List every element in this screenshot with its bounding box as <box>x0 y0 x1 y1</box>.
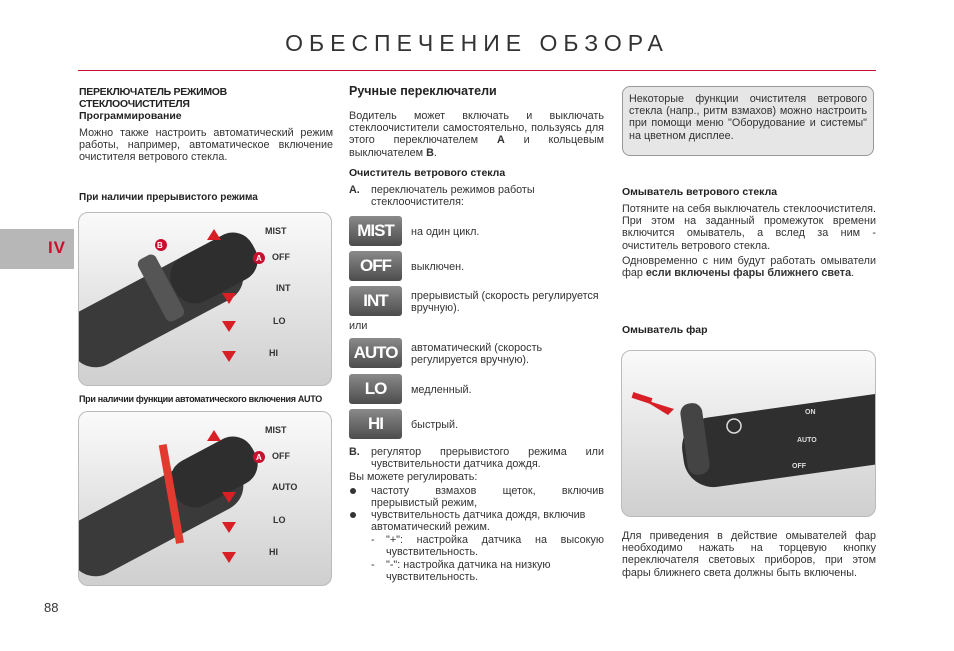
label-auto: AUTO <box>272 482 298 492</box>
stalk-illustration <box>79 213 332 386</box>
dash-mark: - <box>371 559 375 571</box>
manual-paragraph: Водитель может включать и выключать стеклоочистители самостоятельно, пользуясь для этого переключателем A и кольцевым выключателем B. <box>349 110 604 159</box>
item-a-text: переключатель режимов работы стеклоочистителя: <box>371 184 535 209</box>
subheading-programming: Программирование <box>79 110 182 122</box>
arrow-up-icon <box>207 229 221 240</box>
mode-text-hi: быстрый. <box>411 419 459 431</box>
mode-badge-int: INT <box>349 286 402 316</box>
mode-badge-auto: AUTO <box>349 338 402 368</box>
heading-headlamp-washer: Омыватель фар <box>622 324 708 336</box>
or-text: или <box>349 320 368 332</box>
bullet-icon <box>350 512 356 518</box>
chapter-tab <box>0 229 74 269</box>
mode-text-int: прерывистый (скорость регулируется вручную). <box>411 290 599 315</box>
label-mist: MIST <box>265 226 287 236</box>
mode-badge-lo: LO <box>349 374 402 404</box>
page-title: ОБЕСПЕЧЕНИЕ ОБЗОРА <box>285 30 669 56</box>
marker-b: B <box>157 241 163 250</box>
mode-badge-hi: HI <box>349 409 402 439</box>
section-heading: ПЕРЕКЛЮЧАТЕЛЬ РЕЖИМОВ СТЕКЛООЧИСТИТЕЛЯ <box>79 86 227 110</box>
headlamp-washer-image <box>621 350 876 517</box>
mode-text-off: выключен. <box>411 261 465 273</box>
can-adjust-text: Вы можете регулировать: <box>349 471 478 483</box>
arrow-down-icon <box>222 321 236 332</box>
wiper-stalk-image-int <box>78 212 332 386</box>
item-a-label: A. <box>349 184 360 196</box>
light-stalk-illustration <box>622 351 876 517</box>
caption-intermittent: При наличии прерывистого режима <box>79 192 258 203</box>
label-lo: LO <box>273 316 286 326</box>
mode-text-lo: медленный. <box>411 384 472 396</box>
marker-a: A <box>256 453 262 462</box>
heading-windshield-washer: Омыватель ветрового стекла <box>622 186 778 198</box>
bullet-icon <box>350 488 356 494</box>
label-hi: HI <box>269 547 278 557</box>
arrow-down-icon <box>222 522 236 533</box>
wiper-stalk-image-auto <box>78 411 332 586</box>
label-hi: HI <box>269 348 278 358</box>
programming-paragraph: Можно также настроить автоматический режим работы, например, автоматическое включение очистителя ветрового стекла. <box>79 127 333 164</box>
arrow-down-icon <box>222 351 236 362</box>
bullet-2: чувствительность датчика дождя, включив автоматический режим. <box>371 509 586 534</box>
heading-manual: Ручные переключатели <box>349 84 497 98</box>
arrow-down-icon <box>222 293 236 304</box>
page-number: 88 <box>44 600 59 615</box>
chapter-number: IV <box>47 238 66 257</box>
stalk-illustration <box>79 412 332 586</box>
info-note-text: Некоторые функции очистителя ветрового стекла (напр., ритм взмахов) можно настроить при помощи меню "Оборудование и системы" на цветном дисплее. <box>629 93 867 142</box>
dash-1: "+": настройка датчика на высокую чувствительность. <box>386 534 604 559</box>
label-off: OFF <box>792 463 806 470</box>
label-auto: AUTO <box>797 437 817 444</box>
arrow-down-icon <box>222 552 236 563</box>
title-rule <box>78 70 876 71</box>
item-b-label: B. <box>349 446 360 458</box>
subheading-windshield: Очиститель ветрового стекла <box>349 167 506 179</box>
mode-text-mist: на один цикл. <box>411 226 480 238</box>
arrow-down-icon <box>222 492 236 503</box>
washer-paragraph-2: Одновременно с ним будут работать омыватели фар если включены фары ближнего света. <box>622 255 876 280</box>
headlamp-washer-paragraph: Для приведения в действие омывателей фар необходимо нажать на торцевую кнопку переключателя световых приборов, при этом фары ближнего света должны быть включены. <box>622 530 876 579</box>
label-int: INT <box>276 283 291 293</box>
washer-paragraph-1: Потяните на себя выключатель стеклоочистителя. При этом на заданный промежуток времени включится омыватель, а вслед за ним - очиститель ветрового стекла. <box>622 203 876 252</box>
info-note-box <box>622 86 874 156</box>
mode-badge-off: OFF <box>349 251 402 281</box>
label-lo: LO <box>273 515 286 525</box>
label-off: OFF <box>272 252 290 262</box>
label-off: OFF <box>272 451 290 461</box>
bullet-1: частоту взмахов щеток, включив прерывистый режим, <box>371 485 604 510</box>
marker-a: A <box>256 254 262 263</box>
label-mist: MIST <box>265 425 287 435</box>
item-b-text: регулятор прерывистого режима или чувствительности датчика дождя. <box>371 446 604 471</box>
caption-auto: При наличии функции автоматического включения AUTO <box>79 394 322 404</box>
dash-mark: - <box>371 534 375 546</box>
arrow-up-icon <box>207 430 221 441</box>
mode-badge-mist: MIST <box>349 216 402 246</box>
mode-text-auto: автоматический (скорость регулируется вручную). <box>411 342 543 367</box>
dash-2: "-": настройка датчика на низкую чувствительность. <box>386 559 551 584</box>
label-on: ON <box>805 409 816 416</box>
